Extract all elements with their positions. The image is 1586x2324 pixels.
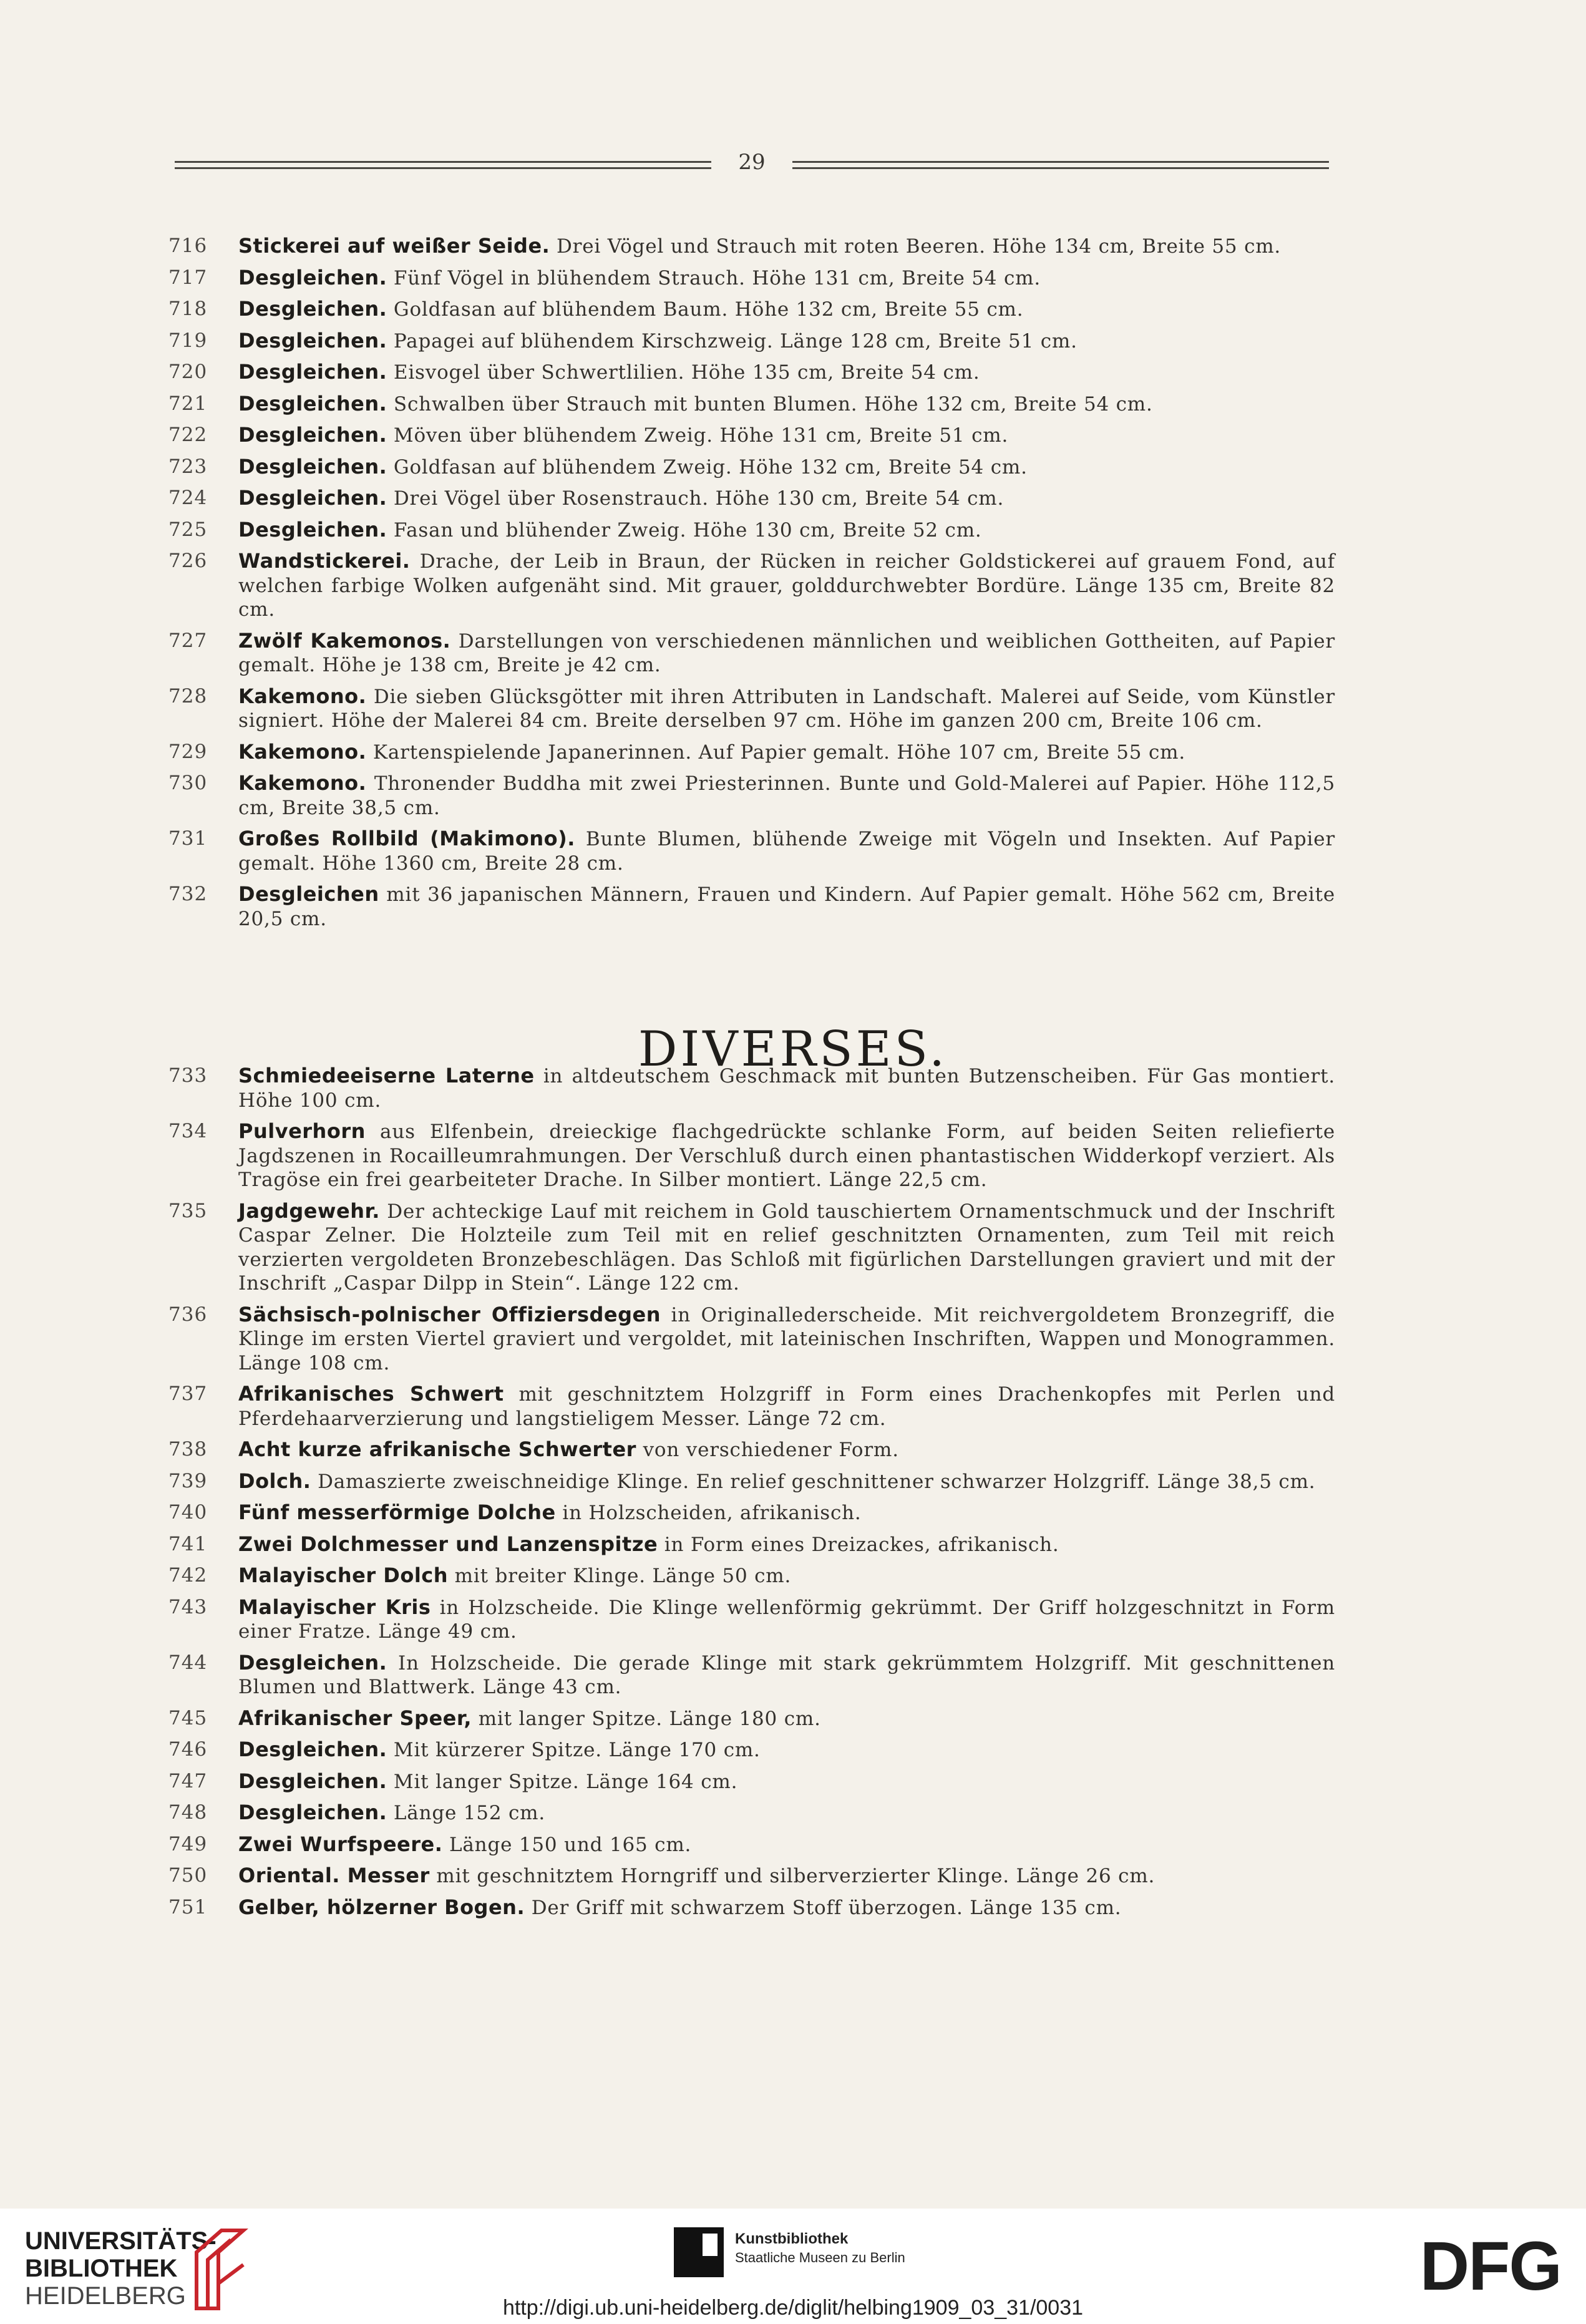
entry-number: 725 — [168, 518, 208, 541]
entry-description: In Holzscheide. Die gerade Klinge mit stark gekrümmtem Holzgriff. Mit geschnittenen Blumen und Blattwerk. Länge 43 cm. — [238, 1651, 1335, 1698]
entry-body — [238, 486, 1335, 511]
catalog-entry — [168, 1119, 1335, 1192]
entry-description: Mit kürzerer Spitze. Länge 170 cm. — [387, 1739, 761, 1761]
entry-title: Oriental. Messer — [238, 1864, 430, 1887]
entry-body — [238, 684, 1335, 733]
catalog-entry — [168, 684, 1335, 733]
entry-number: 719 — [168, 329, 208, 352]
entry-body — [238, 1595, 1335, 1644]
entry-number: 748 — [168, 1801, 208, 1824]
catalog-entry — [168, 740, 1335, 765]
ub-line2: BIBLIOTHEK — [25, 2255, 178, 2282]
kb-title: Kunstbibliothek — [735, 2230, 849, 2247]
catalog-entry — [168, 549, 1335, 622]
entry-body — [238, 1119, 1335, 1192]
catalog-entry — [168, 1769, 1335, 1794]
entry-number: 716 — [168, 235, 208, 257]
catalog-entry — [168, 827, 1335, 875]
entry-body — [238, 1832, 1335, 1857]
entry-description: Drei Vögel über Rosenstrauch. Höhe 130 cm, Breite 54 cm. — [387, 487, 1005, 510]
entry-description: mit breiter Klinge. Länge 50 cm. — [448, 1565, 792, 1587]
entry-title: Jagdgewehr. — [238, 1198, 380, 1223]
entry-body — [238, 1437, 1335, 1462]
catalog-entry — [168, 297, 1335, 322]
entry-description: Kartenspielende Japanerinnen. Auf Papier gemalt. Höhe 107 cm, Breite 55 cm. — [366, 741, 1185, 764]
entry-body — [238, 1706, 1335, 1731]
entry-number: 732 — [168, 883, 208, 905]
entry-description: von verschiedener Form. — [636, 1439, 899, 1461]
entry-description: Papagei auf blühendem Kirschzweig. Länge 128 cm, Breite 51 cm. — [387, 329, 1078, 352]
entry-number: 718 — [168, 298, 208, 320]
entry-body — [238, 392, 1335, 417]
entry-number: 743 — [168, 1595, 208, 1618]
kunstbibliothek-logo[interactable] — [674, 2227, 905, 2277]
entry-description: Thronender Buddha mit zwei Priesterinnen. Bunte und Gold-Malerei auf Papier. Höhe 112,5 cm, Breite 38,5 cm. — [238, 772, 1335, 819]
entry-body — [238, 1738, 1335, 1762]
entry-body — [238, 629, 1335, 678]
entry-number: 735 — [168, 1199, 208, 1222]
entry-description: Schwalben über Strauch mit bunten Blumen. Höhe 132 cm, Breite 54 cm. — [387, 392, 1153, 416]
entry-title: Wandstickerei. — [238, 549, 411, 573]
entry-title: Desgleichen. — [238, 517, 387, 542]
entry-body — [238, 1532, 1335, 1557]
entry-description: Länge 150 und 165 cm. — [442, 1833, 692, 1856]
entry-description: Länge 152 cm. — [387, 1802, 546, 1824]
kunstbibliothek-icon — [674, 2227, 724, 2277]
entry-description: Die sieben Glücksgötter mit ihren Attributen in Landschaft. Malerei auf Seide, vom Künstler signiert. Höhe der Malerei 84 cm. Breite derselben 97 cm. Höhe im ganzen 200 cm, Breite 106 cm. — [238, 685, 1335, 732]
entry-description: in Holzscheiden, afrikanisch. — [555, 1502, 862, 1524]
entry-body — [238, 1382, 1335, 1431]
entry-title: Desgleichen. — [238, 1650, 387, 1675]
catalog-entry — [168, 1651, 1335, 1699]
entry-number: 739 — [168, 1469, 208, 1492]
entry-title: Dolch. — [238, 1469, 311, 1493]
entry-number: 738 — [168, 1438, 208, 1461]
entry-description: Drei Vögel und Strauch mit roten Beeren. Höhe 134 cm, Breite 55 cm. — [550, 235, 1282, 258]
catalog-entry — [168, 1303, 1335, 1376]
catalog-section-diverses — [168, 1064, 1335, 1927]
entry-description: aus Elfenbein, dreieckige flachgedrückte schlanke Form, auf beiden Seiten reliefierte Jagdszenen in Rocailleumrahmungen. Der Verschluß durch einen phantastischen Widderkopf verziert. Als Tragöse ein frei gearbeiteter Drache. In Silber montiert. Länge 22,5 cm. — [238, 1121, 1335, 1191]
entry-body — [238, 549, 1335, 622]
entry-title: Desgleichen. — [238, 454, 387, 479]
entry-description: in altdeutschem Geschmack mit bunten Butzenscheiben. Für Gas montiert. Höhe 100 cm. — [238, 1065, 1336, 1112]
entry-description: in Form eines Dreizackes, afrikanisch. — [658, 1533, 1059, 1556]
catalog-entry — [168, 882, 1335, 931]
entry-body — [238, 882, 1335, 931]
catalog-entry — [168, 266, 1335, 291]
entry-title: Zwei Wurfspeere. — [238, 1832, 443, 1856]
entry-body — [238, 234, 1335, 259]
entry-body — [238, 1651, 1335, 1699]
entry-description: Bunte Blumen, blühende Zweige mit Vögeln und Insekten. Auf Papier gemalt. Höhe 1360 cm, Breite 28 cm. — [238, 828, 1335, 875]
entry-title: Sächsisch-polnischer Offiziersdegen — [238, 1302, 661, 1326]
catalog-entry — [168, 1832, 1335, 1857]
entry-description: Möven über blühendem Zweig. Höhe 131 cm, Breite 51 cm. — [387, 424, 1009, 447]
catalog-entry — [168, 360, 1335, 385]
entry-description: Der Griff mit schwarzem Stoff überzogen. Länge 135 cm. — [525, 1896, 1122, 1919]
entry-body — [238, 740, 1335, 765]
entry-title: Malayischer Kris — [238, 1595, 431, 1619]
entry-number: 717 — [168, 266, 208, 289]
entry-title: Desgleichen. — [238, 360, 387, 384]
catalog-entry — [168, 1437, 1335, 1462]
page-number: 29 — [738, 150, 766, 175]
section-heading: DIVERSES. — [638, 1021, 948, 1078]
catalog-entry — [168, 1706, 1335, 1731]
catalog-entry — [168, 1895, 1335, 1920]
entry-title: Kakemono. — [238, 771, 367, 795]
catalog-section-textiles — [168, 234, 1335, 938]
catalog-entry — [168, 234, 1335, 259]
entry-description: Fasan und blühender Zweig. Höhe 130 cm, Breite 52 cm. — [387, 518, 982, 542]
entry-title: Desgleichen. — [238, 328, 387, 352]
entry-number: 747 — [168, 1769, 208, 1792]
entry-body — [238, 771, 1335, 820]
entry-number: 737 — [168, 1383, 208, 1405]
entry-title: Zwei Dolchmesser und Lanzenspitze — [238, 1532, 658, 1556]
entry-description: Darstellungen von verschiedenen männlichen und weiblichen Gottheiten, auf Papier gemalt. Höhe je 138 cm, Breite je 42 cm. — [238, 630, 1335, 676]
catalog-entry — [168, 1563, 1335, 1588]
ub-line3: HEIDELBERG — [25, 2282, 186, 2310]
entry-title: Kakemono. — [238, 684, 367, 708]
entry-title: Zwölf Kakemonos. — [238, 628, 451, 653]
entry-title: Desgleichen. — [238, 423, 387, 447]
entry-number: 723 — [168, 455, 208, 478]
entry-description: Der achteckige Lauf mit reichem in Gold tauschiertem Ornamentschmuck und der Inschrift Caspar Zelner. Die Holzteile zum Teil mit en relief geschnitzten Ornamenten, zum Teil mit reich verzierten vergoldeten Bronzebeschlägen. Das Schloß mit figürlichen Darstellungen graviert und mit der Inschrift „Caspar Dilpp in Stein“. Länge 122 cm. — [238, 1200, 1335, 1295]
entry-title: Desgleichen. — [238, 265, 387, 289]
entry-number: 726 — [168, 550, 208, 572]
entry-body — [238, 423, 1335, 448]
entry-description: in Originallederscheide. Mit reichvergoldetem Bronzegriff, die Klinge im ersten Viertel graviert und vergoldet, mit lateinischen Inschriften, Wappen und Monogrammen. Länge 108 cm. — [238, 1303, 1336, 1374]
entry-number: 742 — [168, 1564, 208, 1587]
catalog-entry — [168, 455, 1335, 480]
entry-description: Damaszierte zweischneidige Klinge. En relief geschnittener schwarzer Holzgriff. Länge 38,5 cm. — [311, 1470, 1316, 1493]
entry-number: 734 — [168, 1120, 208, 1142]
entry-description: Goldfasan auf blühendem Baum. Höhe 132 cm, Breite 55 cm. — [387, 298, 1024, 321]
catalog-entry — [168, 771, 1335, 820]
catalog-entry — [168, 1532, 1335, 1557]
entry-number: 751 — [168, 1895, 208, 1918]
entry-number: 728 — [168, 684, 208, 707]
entry-body — [238, 1563, 1335, 1588]
entry-body — [238, 1199, 1335, 1296]
entry-body — [238, 518, 1335, 543]
entry-title: Desgleichen. — [238, 1801, 387, 1824]
entry-number: 731 — [168, 827, 208, 850]
catalog-entry — [168, 1500, 1335, 1525]
entry-description: Drache, der Leib in Braun, der Rücken in reicher Goldstickerei auf grauem Fond, auf welchen farbige Wolken aufgenäht sind. Mit grauer, golddurchwebter Bordüre. Länge 135 cm, Breite 82 cm. — [238, 550, 1335, 621]
entry-number: 721 — [168, 392, 208, 415]
entry-number: 720 — [168, 361, 208, 383]
entry-description: in Holzscheide. Die Klinge wellenförmig gekrümmt. Der Griff holzgeschnitzt in Form einer Fratze. Länge 49 cm. — [238, 1596, 1336, 1643]
entry-title: Desgleichen. — [238, 486, 387, 510]
entry-title: Afrikanisches Schwert — [238, 1382, 504, 1406]
catalog-entry — [168, 486, 1335, 511]
entry-number: 730 — [168, 772, 208, 794]
entry-description: Goldfasan auf blühendem Zweig. Höhe 132 cm, Breite 54 cm. — [387, 455, 1028, 479]
entry-number: 727 — [168, 629, 208, 652]
header-rule-right — [792, 161, 1329, 173]
entry-title: Desgleichen — [238, 882, 379, 906]
catalog-entry — [168, 1199, 1335, 1296]
catalog-entry — [168, 329, 1335, 354]
entry-number: 745 — [168, 1706, 208, 1729]
catalog-entry — [168, 1801, 1335, 1826]
entry-number: 729 — [168, 740, 208, 763]
entry-title: Afrikanischer Speer, — [238, 1706, 472, 1730]
catalog-entry — [168, 1064, 1335, 1112]
entry-body — [238, 1895, 1335, 1920]
catalog-entry — [168, 1595, 1335, 1644]
entry-description: Mit langer Spitze. Länge 164 cm. — [387, 1770, 738, 1793]
catalog-entry — [168, 518, 1335, 543]
entry-title: Desgleichen. — [238, 297, 387, 321]
permalink-url[interactable]: http://digi.ub.uni-heidelberg.de/diglit/helbing1909_03_31/0031 — [502, 2296, 1084, 2320]
entry-body — [238, 1064, 1335, 1112]
entry-number: 722 — [168, 424, 208, 446]
entry-body — [238, 455, 1335, 480]
entry-title: Acht kurze afrikanische Schwerter — [238, 1437, 636, 1461]
entry-number: 744 — [168, 1651, 208, 1674]
entry-title: Schmiedeeiserne Laterne — [238, 1064, 535, 1087]
entry-body — [238, 329, 1335, 354]
entry-description: Fünf Vögel in blühendem Strauch. Höhe 131 cm, Breite 54 cm. — [387, 266, 1041, 289]
entry-description: mit langer Spitze. Länge 180 cm. — [472, 1707, 821, 1730]
entry-title: Fünf messerförmige Dolche — [238, 1500, 556, 1524]
entry-description: mit geschnitztem Holzgriff in Form eines Drachenkopfes mit Perlen und Pferdehaarverzierung und langstieligem Messer. Länge 72 cm. — [238, 1383, 1336, 1430]
entry-body — [238, 1303, 1335, 1376]
entry-title: Kakemono. — [238, 739, 367, 764]
entry-number: 733 — [168, 1064, 208, 1087]
dfg-logo[interactable]: DFG — [1419, 2228, 1561, 2305]
catalog-entry — [168, 1382, 1335, 1431]
kb-subtitle: Staatliche Museen zu Berlin — [735, 2250, 905, 2265]
entry-number: 749 — [168, 1832, 208, 1855]
entry-title: Großes Rollbild (Makimono). — [238, 827, 575, 850]
entry-number: 750 — [168, 1864, 208, 1887]
entry-body — [238, 1500, 1335, 1525]
entry-number: 746 — [168, 1738, 208, 1761]
entry-number: 740 — [168, 1501, 208, 1524]
catalog-entry — [168, 1864, 1335, 1889]
entry-number: 736 — [168, 1303, 208, 1326]
entry-body — [238, 1469, 1335, 1494]
catalog-entry — [168, 629, 1335, 678]
entry-body — [238, 827, 1335, 875]
entry-title: Pulverhorn — [238, 1119, 366, 1143]
catalog-entry — [168, 392, 1335, 417]
entry-title: Malayischer Dolch — [238, 1563, 449, 1587]
ub-line1: UNIVERSITÄTS- — [25, 2227, 216, 2255]
page-header — [175, 150, 1329, 181]
entry-description: mit geschnitztem Horngriff und silberverzierter Klinge. Länge 26 cm. — [429, 1865, 1155, 1887]
entry-body — [238, 297, 1335, 322]
entry-title: Stickerei auf weißer Seide. — [238, 234, 550, 258]
entry-body — [238, 1769, 1335, 1794]
entry-body — [238, 1801, 1335, 1826]
entry-description: Eisvogel über Schwertlilien. Höhe 135 cm, Breite 54 cm. — [387, 361, 980, 384]
entry-description: mit 36 japanischen Männern, Frauen und Kindern. Auf Papier gemalt. Höhe 562 cm, Breite 20,5 cm. — [238, 883, 1335, 930]
entry-number: 724 — [168, 487, 208, 509]
entry-title: Gelber, hölzerner Bogen. — [238, 1895, 525, 1919]
entry-body — [238, 1864, 1335, 1889]
entry-number: 741 — [168, 1532, 208, 1555]
entry-body — [238, 360, 1335, 385]
footer — [0, 2209, 1586, 2324]
entry-title: Desgleichen. — [238, 391, 387, 416]
entry-body — [238, 266, 1335, 291]
catalog-entry — [168, 1738, 1335, 1762]
catalog-entry — [168, 1469, 1335, 1494]
catalog-entry — [168, 423, 1335, 448]
entry-title: Desgleichen. — [238, 1769, 387, 1793]
entry-title: Desgleichen. — [238, 1738, 387, 1761]
